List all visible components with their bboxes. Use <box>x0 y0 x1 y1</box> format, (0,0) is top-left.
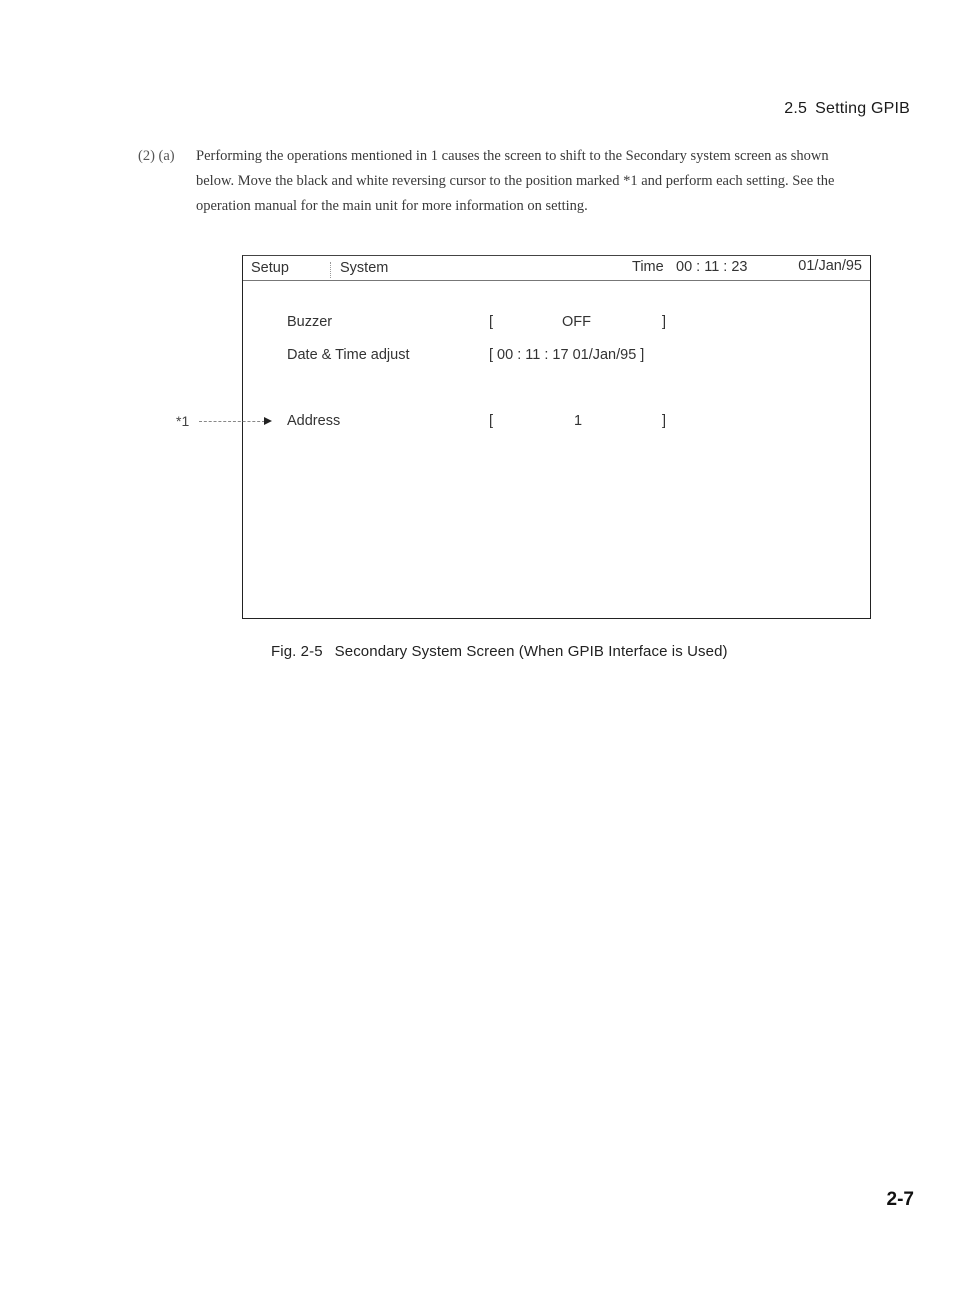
callout-marker: *1 <box>176 413 190 429</box>
callout-leader-line <box>199 421 265 422</box>
setting-row-date-time <box>243 347 870 369</box>
section-header <box>730 100 910 118</box>
arrow-right-icon <box>264 417 272 425</box>
figure-number: Fig. 2-5 <box>271 643 323 660</box>
section-title: Setting GPIB <box>815 100 910 117</box>
address-left-bracket: [ <box>489 413 494 429</box>
screen-title-bar <box>243 256 870 281</box>
buzzer-label: Buzzer <box>287 314 333 330</box>
setting-row-buzzer <box>243 314 870 336</box>
paragraph-marker: (2) (a) <box>138 148 175 164</box>
date-value: 01/Jan/95 <box>798 258 862 274</box>
section-number: 2.5 <box>784 100 808 117</box>
instruction-paragraph <box>138 144 913 219</box>
address-value: 1 <box>574 413 583 429</box>
page-number: 2-7 <box>886 1189 914 1210</box>
paragraph-line-1-text: Performing the operations mentioned in 1 causes the screen to shift to the Secondary system screen as shown <box>196 148 829 164</box>
setting-row-address <box>243 413 870 435</box>
address-right-bracket: ] <box>662 413 667 429</box>
menu-setup: Setup <box>251 260 289 276</box>
date-time-value: [ 00 : 11 : 17 01/Jan/95 ] <box>489 347 645 363</box>
paragraph-line-2: below. Move the black and white reversing cursor to the position marked *1 and perform each setting. See the <box>196 173 835 189</box>
figure-title: Secondary System Screen (When GPIB Interface is Used) <box>334 643 728 660</box>
time-label: Time <box>632 259 664 275</box>
address-label: Address <box>287 413 341 429</box>
secondary-system-screen <box>242 255 871 619</box>
buzzer-right-bracket: ] <box>662 314 667 330</box>
buzzer-left-bracket: [ <box>489 314 494 330</box>
figure-caption <box>271 643 728 660</box>
menu-system: System <box>340 260 389 276</box>
date-time-label: Date & Time adjust <box>287 347 410 363</box>
menu-separator <box>330 262 332 278</box>
buzzer-value: OFF <box>562 314 591 330</box>
paragraph-line-1 <box>138 144 913 169</box>
paragraph-line-3: operation manual for the main unit for more information on setting. <box>196 198 588 214</box>
time-value: 00 : 11 : 23 <box>676 259 748 275</box>
